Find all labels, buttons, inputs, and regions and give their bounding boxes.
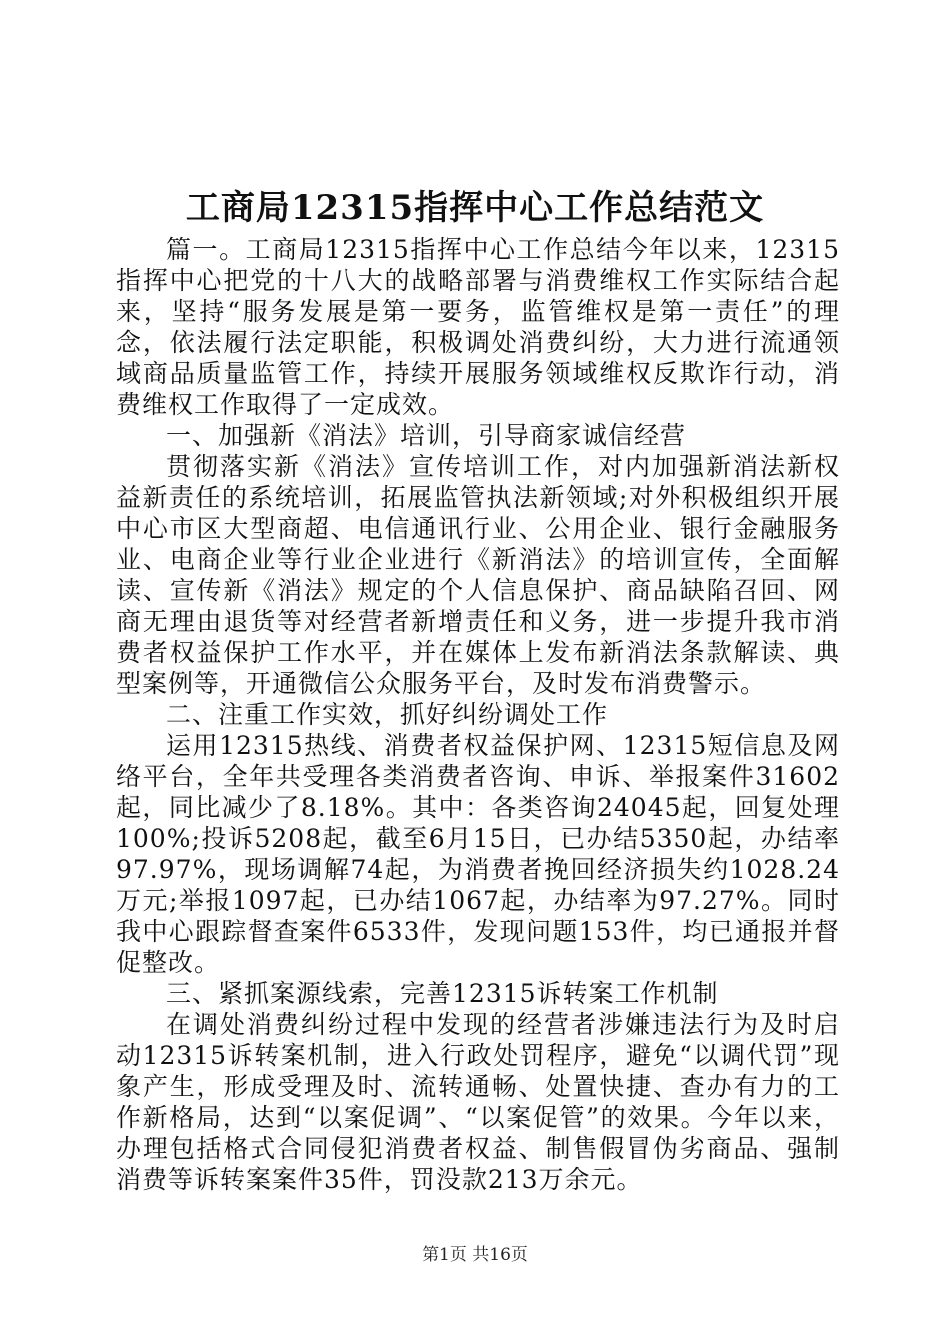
section-paragraph-2: 运用12315热线、消费者权益保护网、12315短信息及网络平台，全年共受理各类消费者咨询、申诉、举报案件31602起，同比减少了8.18%。其中：各类咨询24045起，回复处理100%;投诉5208起，截至6月15日，已办结5350起，办结率97.97%，现场调解74起，为消费者挽回经济损失约1028.24万元;举报1097起，已办结1067起，办结率为97.27%。同时我中心跟踪督查案件6533件，发现问题153件，均已通报并督促整改。 <box>116 731 840 977</box>
page-number-footer: 第1页 共16页 <box>422 1245 528 1265</box>
document-body <box>116 234 840 1195</box>
section-heading-1: 一、加强新《消法》培训，引导商家诚信经营 <box>166 421 687 450</box>
section-paragraph-1: 贯彻落实新《消法》宣传培训工作，对内加强新消法新权益新责任的系统培训，拓展监管执法新领域;对外积极组织开展中心市区大型商超、电信通讯行业、公用企业、银行金融服务业、电商企业等行业企业进行《新消法》的培训宣传，全面解读、宣传新《消法》规定的个人信息保护、商品缺陷召回、网商无理由退货等对经营者新增责任和义务，进一步提升我市消费者权益保护工作水平，并在媒体上发布新消法条款解读、典型案例等，开通微信公众服务平台，及时发布消费警示。 <box>116 452 840 698</box>
section-heading-2: 二、注重工作实效，抓好纠纷调处工作 <box>166 700 609 729</box>
section-heading-3: 三、紧抓案源线索，完善12315诉转案工作机制 <box>166 979 719 1008</box>
document-title: 工商局12315指挥中心工作总结范文 <box>185 188 765 228</box>
intro-paragraph: 篇一。工商局12315指挥中心工作总结今年以来，12315指挥中心把党的十八大的战略部署与消费维权工作实际结合起来，坚持“服务发展是第一要务，监管维权是第一责任”的理念，依法履行法定职能，积极调处消费纠纷，大力进行流通领域商品质量监管工作，持续开展服务领域维权反欺诈行动，消费维权工作取得了一定成效。 <box>116 235 840 419</box>
section-paragraph-3: 在调处消费纠纷过程中发现的经营者涉嫌违法行为及时启动12315诉转案机制，进入行政处罚程序，避免“以调代罚”现象产生，形成受理及时、流转通畅、处置快捷、查办有力的工作新格局，达到“以案促调”、“以案促管”的效果。今年以来，办理包括格式合同侵犯消费者权益、制售假冒伪劣商品、强制消费等诉转案案件35件，罚没款213万余元。 <box>116 1010 840 1194</box>
